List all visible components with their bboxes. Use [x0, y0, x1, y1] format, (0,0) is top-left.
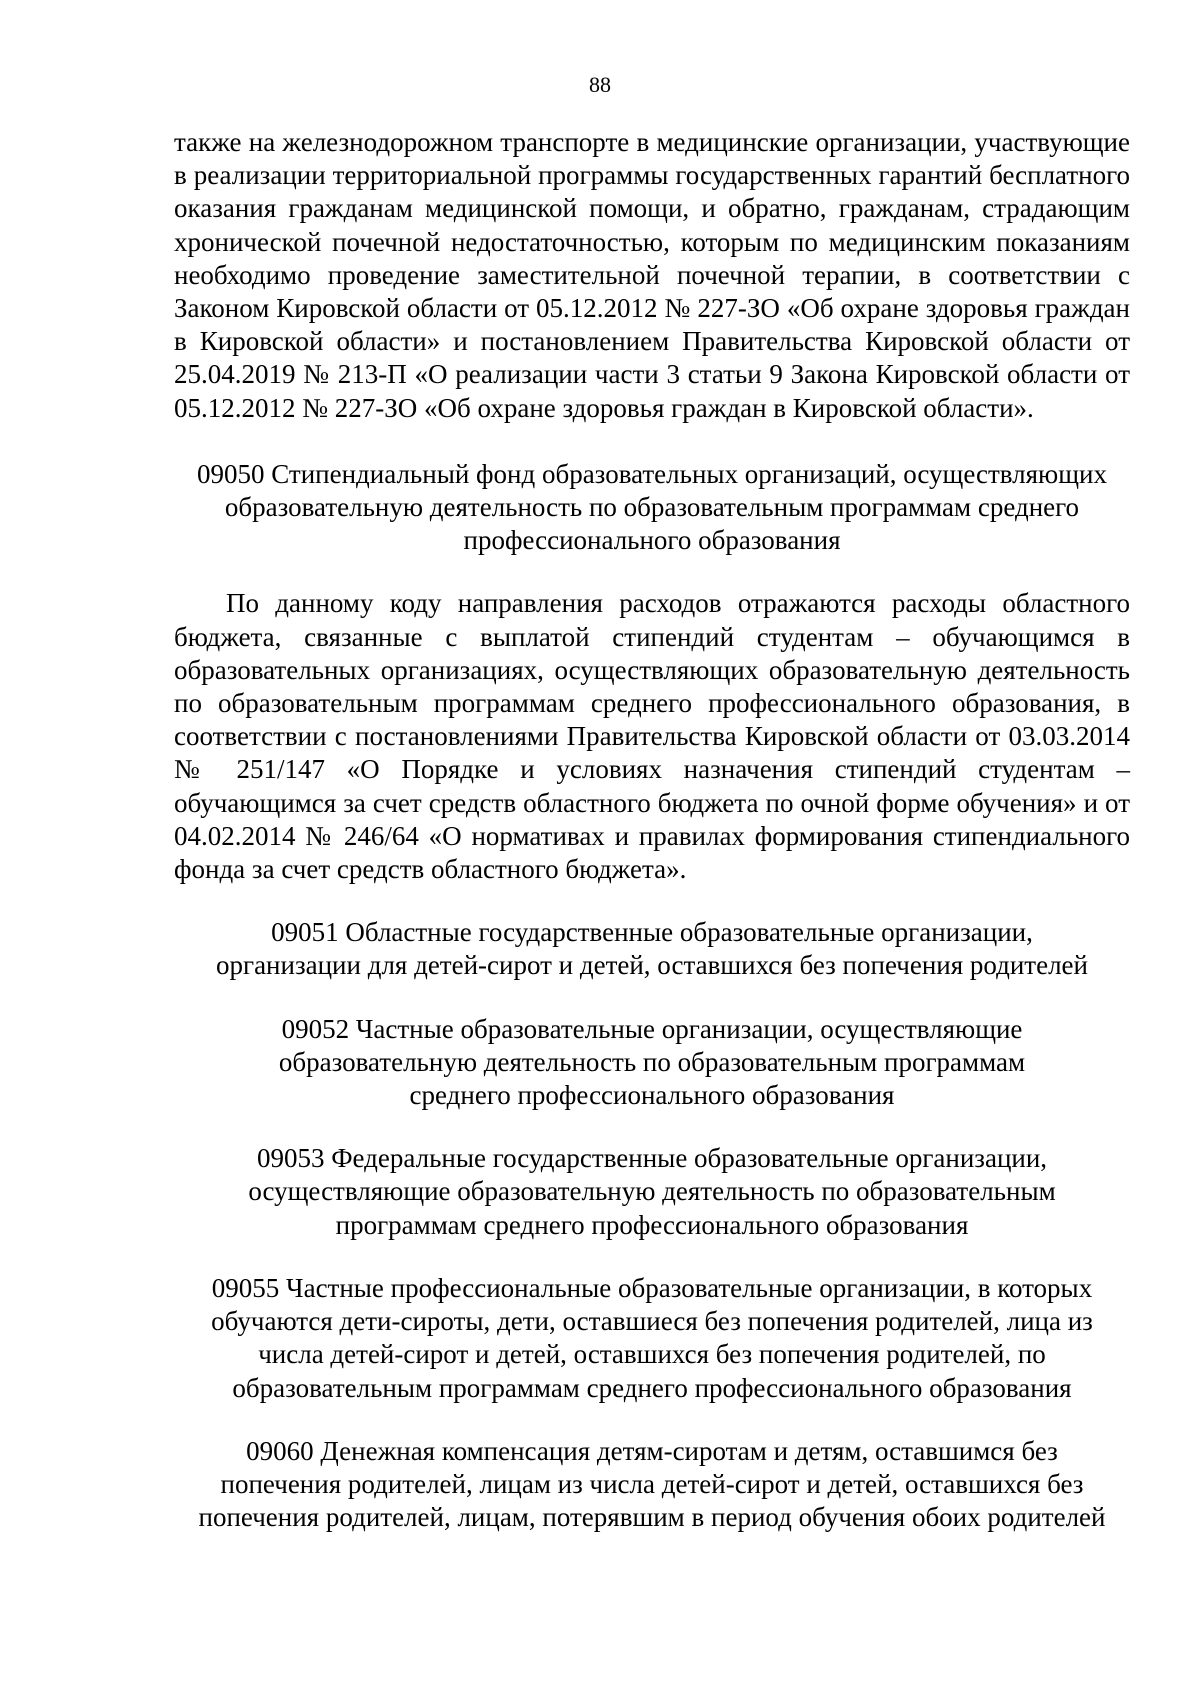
heading-line: среднего профессионального образования	[409, 1080, 895, 1111]
heading-09055	[174, 1272, 1130, 1405]
heading-line: образовательную деятельность по образовательным программам среднего	[224, 492, 1080, 523]
heading-line: 09055 Частные профессиональные образовательные организации, в которых	[211, 1272, 1093, 1303]
heading-line: 09052 Частные образовательные организации, осуществляющие	[281, 1013, 1023, 1044]
heading-line: профессионального образования	[463, 525, 841, 556]
heading-09050	[174, 458, 1130, 558]
heading-line: 09060 Денежная компенсация детям-сиротам и детям, оставшимся без	[246, 1435, 1058, 1466]
heading-line: попечения родителей, лицам, потерявшим в период обучения обоих родителей	[198, 1502, 1106, 1533]
heading-line: 09053 Федеральные государственные образовательные организации,	[256, 1143, 1048, 1174]
heading-line: числа детей-сирот и детей, оставшихся без попечения родителей, по	[258, 1339, 1046, 1370]
heading-line: образовательную деятельность по образовательным программам	[278, 1046, 1026, 1077]
paragraph-intro: также на железнодорожном транспорте в медицинские организации, участвующие в реализации территориальной программы государственных гарантий бесплатного оказания гражданам медицинской помощи, и обратно, гражданам, страдающим хронической почечной недостаточностью, которым по медицинским показаниям необходимо проведение заместительной почечной терапии, в соответствии с Законом Кировской области от 05.12.2012 № 227-ЗО «Об охране здоровья граждан в Кировской области» и постановлением Правительства Кировской области от 25.04.2019 № 213-П «О реализации части 3 статьи 9 Закона Кировской области от 05.12.2012 № 227-ЗО «Об охране здоровья граждан в Кировской области».	[174, 127, 1130, 423]
heading-line: программам среднего профессионального образования	[335, 1209, 969, 1240]
heading-line: 09051 Областные государственные образовательные организации,	[271, 917, 1033, 948]
heading-line: образовательным программам среднего профессионального образования	[232, 1372, 1072, 1403]
document-body	[174, 126, 1130, 1534]
heading-line: 09050 Стипендиальный фонд образовательных организаций, осуществляющих	[197, 458, 1107, 489]
heading-09051	[174, 916, 1130, 982]
page-number: 88	[589, 72, 611, 97]
heading-09052	[174, 1013, 1130, 1113]
heading-line: осуществляющие образовательную деятельность по образовательным	[248, 1176, 1056, 1207]
heading-line: попечения родителей, лицам из числа детей-сирот и детей, оставшихся без	[220, 1468, 1084, 1499]
paragraph-09050-body: По данному коду направления расходов отражаются расходы областного бюджета, связанные с выплатой стипендий студентам – обучающимся в образовательных организациях, осуществляющих образовательную деятельность по образовательным программам среднего профессионального образования, в соответствии с постановлениями Правительства Кировской области от 03.03.2014 № 251/147 «О Порядке и условиях назначения стипендий студентам – обучающимся за счет средств областного бюджета по очной форме обучения» и от 04.02.2014 № 246/64 «О нормативах и правилах формирования стипендиального фонда за счет средств областного бюджета».	[174, 588, 1130, 885]
heading-09060	[174, 1435, 1130, 1535]
heading-line: обучаются дети-сироты, дети, оставшиеся без попечения родителей, лица из	[211, 1306, 1093, 1337]
heading-line: организации для детей-сирот и детей, оставшихся без попечения родителей	[216, 950, 1088, 981]
heading-09053	[174, 1142, 1130, 1242]
